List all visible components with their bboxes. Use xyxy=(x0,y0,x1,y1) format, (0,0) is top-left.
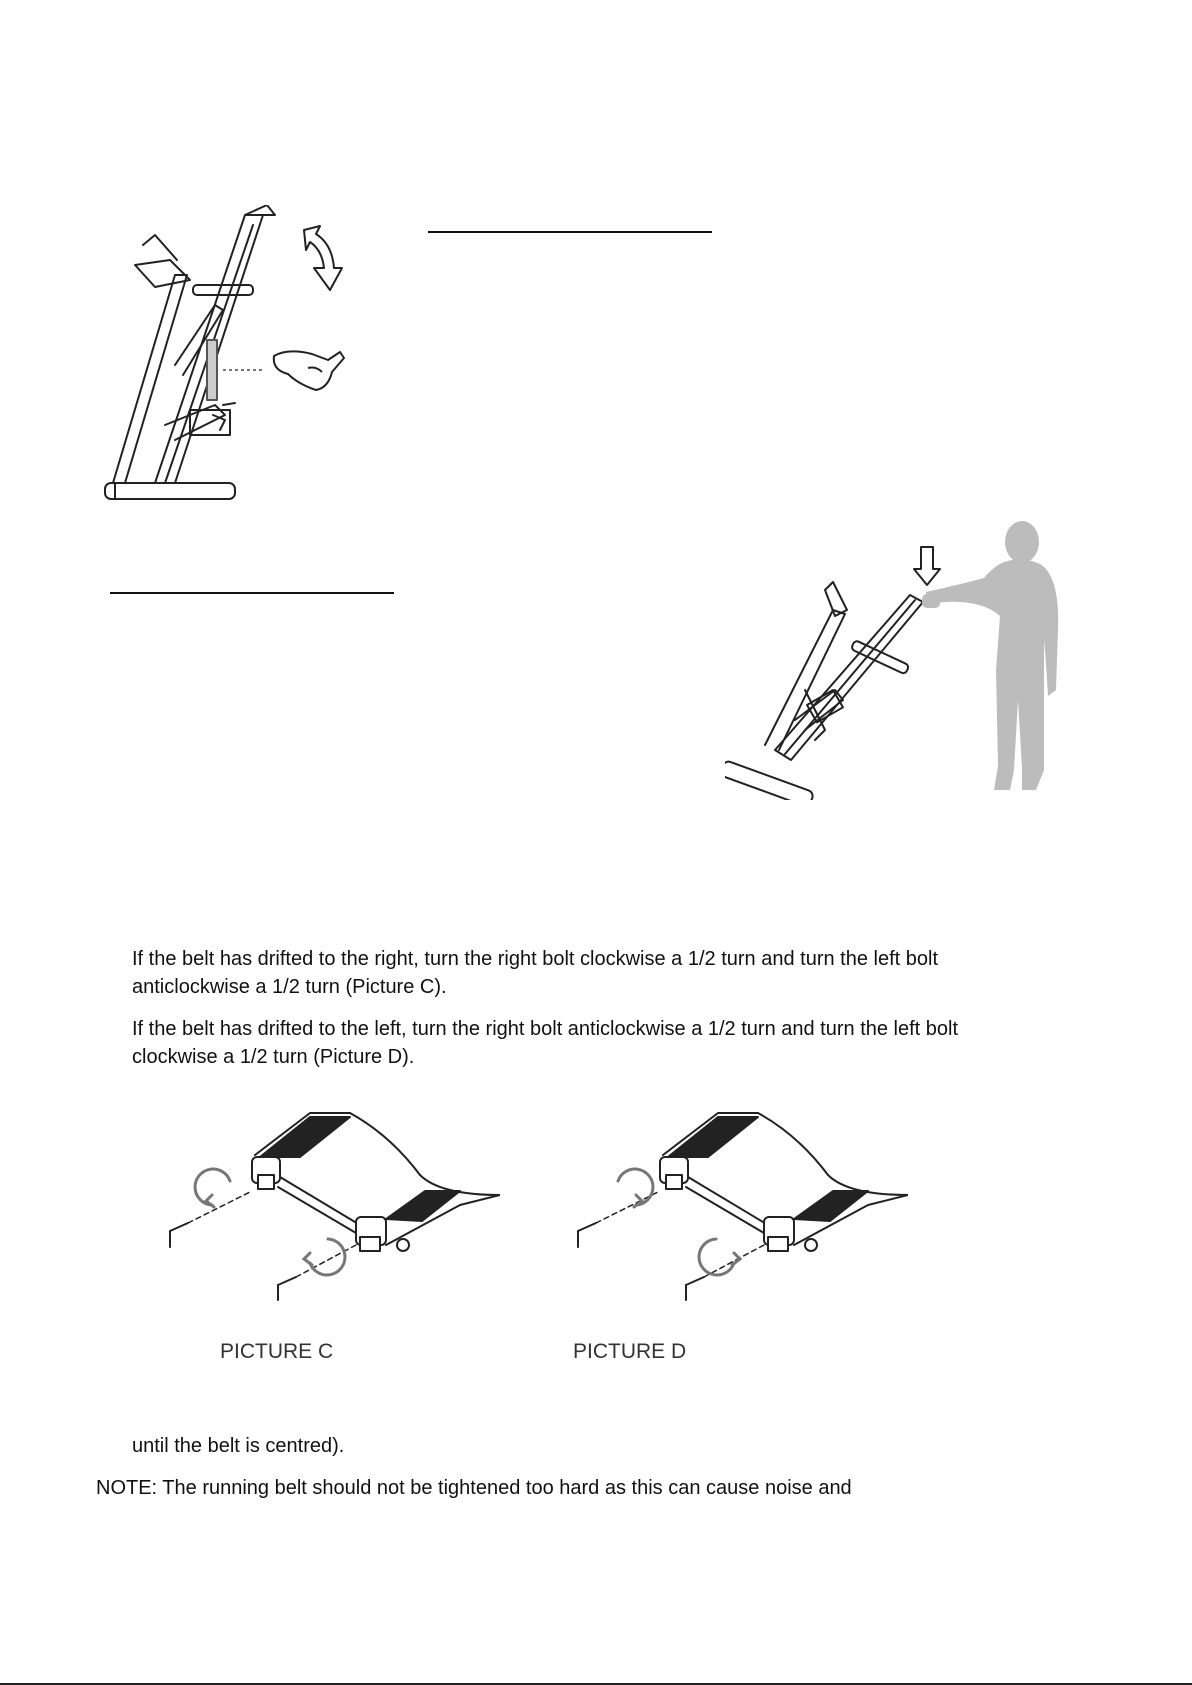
foot-pressing-icon xyxy=(268,344,348,396)
rotate-arrow-icon xyxy=(298,224,350,296)
note-text: NOTE: The running belt should not be tightened too hard as this can cause noise and xyxy=(96,1477,852,1499)
instruction-left-drift-text: If the belt has drifted to the left, turn the right bolt anticlockwise a 1/2 turn and turn the left bolt clockwise a 1/2 turn (Picture D). xyxy=(132,1018,959,1068)
section-heading-rule-2 xyxy=(110,592,394,594)
instruction-right-drift-text: If the belt has drifted to the right, turn the right bolt clockwise a 1/2 turn and turn the left bolt anticlockwise a 1/2 turn (Picture C). xyxy=(132,948,939,998)
section-heading-rule-1 xyxy=(428,231,712,233)
person-silhouette-icon xyxy=(922,520,1072,800)
picture-c-illustration xyxy=(160,1105,500,1305)
instruction-right-drift xyxy=(132,945,972,1001)
picture-c-label: PICTURE C xyxy=(220,1340,334,1363)
instruction-left-drift xyxy=(132,1015,972,1071)
picture-d-illustration xyxy=(568,1105,908,1305)
until-centred-text: until the belt is centred). xyxy=(132,1435,345,1457)
picture-d-label: PICTURE D xyxy=(573,1340,687,1363)
tilted-treadmill-illustration xyxy=(725,570,955,800)
